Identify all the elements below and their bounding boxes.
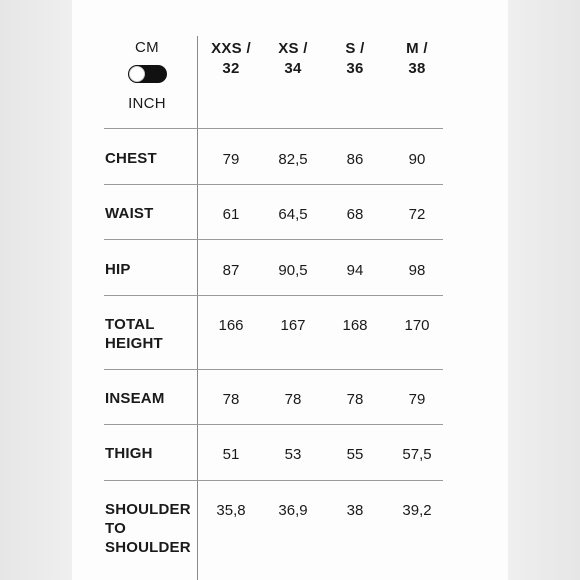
row-label-line: HIP (105, 261, 131, 278)
table-cell: 90 (408, 151, 426, 168)
row-divider (104, 424, 443, 425)
size-header-line2: 36 (346, 60, 364, 77)
table-cell: 90,5 (278, 262, 308, 279)
row-label-line: INSEAM (105, 390, 165, 407)
row-label-hip (105, 260, 197, 279)
table-cell: 64,5 (278, 206, 308, 223)
table-cell: 170 (404, 317, 430, 334)
table-cell: 36,9 (278, 502, 308, 519)
row-label-total-height (105, 315, 197, 353)
size-header-line2: 32 (222, 60, 240, 77)
row-label-shoulder-to-shoulder (105, 500, 197, 557)
row-label-line: CHEST (105, 150, 157, 167)
table-cell: 51 (222, 446, 240, 463)
size-header-line1: XXS / (211, 40, 251, 57)
table-cell: 87 (222, 262, 240, 279)
size-header-line1: S / (345, 40, 365, 57)
size-header-xxs (200, 39, 262, 79)
row-divider (104, 184, 443, 185)
table-cell: 98 (408, 262, 426, 279)
column-divider (197, 36, 198, 580)
background-left (0, 0, 72, 580)
table-cell: 168 (342, 317, 368, 334)
unit-label-cm[interactable]: CM (135, 39, 159, 56)
row-label-line: THIGH (105, 445, 153, 462)
size-header-line1: M / (406, 40, 428, 57)
table-cell: 61 (222, 206, 240, 223)
table-cell: 55 (346, 446, 364, 463)
table-cell: 78 (346, 391, 364, 408)
size-header-s (324, 39, 386, 79)
size-header-m (386, 39, 448, 79)
size-header-line2: 38 (408, 60, 426, 77)
row-label-line: TO (105, 520, 126, 537)
table-cell: 35,8 (216, 502, 246, 519)
size-header-line2: 34 (284, 60, 302, 77)
row-divider (104, 369, 443, 370)
table-cell: 38 (346, 502, 364, 519)
size-header-xs (262, 39, 324, 79)
row-label-waist (105, 204, 197, 223)
row-divider (104, 480, 443, 481)
unit-label-inch[interactable]: INCH (128, 95, 166, 112)
table-cell: 57,5 (402, 446, 432, 463)
row-label-line: TOTAL (105, 316, 155, 333)
table-cell: 79 (408, 391, 426, 408)
size-header-line1: XS / (278, 40, 308, 57)
row-label-line: HEIGHT (105, 335, 163, 352)
table-cell: 82,5 (278, 151, 308, 168)
table-cell: 94 (346, 262, 364, 279)
row-divider (104, 128, 443, 129)
table-cell: 78 (222, 391, 240, 408)
row-label-line: WAIST (105, 205, 154, 222)
row-label-thigh (105, 444, 197, 463)
table-cell: 78 (284, 391, 302, 408)
row-label-chest (105, 149, 197, 168)
row-divider (104, 295, 443, 296)
unit-toggle-switch[interactable] (128, 65, 167, 83)
table-cell: 39,2 (402, 502, 432, 519)
table-cell: 86 (346, 151, 364, 168)
table-cell: 79 (222, 151, 240, 168)
table-cell: 166 (218, 317, 244, 334)
toggle-knob (129, 66, 145, 82)
row-divider (104, 239, 443, 240)
row-label-inseam (105, 389, 197, 408)
background-right (508, 0, 580, 580)
table-cell: 68 (346, 206, 364, 223)
row-label-line: SHOULDER (105, 501, 191, 518)
table-cell: 72 (408, 206, 426, 223)
size-chart-panel (72, 0, 508, 580)
table-cell: 167 (280, 317, 306, 334)
table-cell: 53 (284, 446, 302, 463)
row-label-line: SHOULDER (105, 539, 191, 556)
